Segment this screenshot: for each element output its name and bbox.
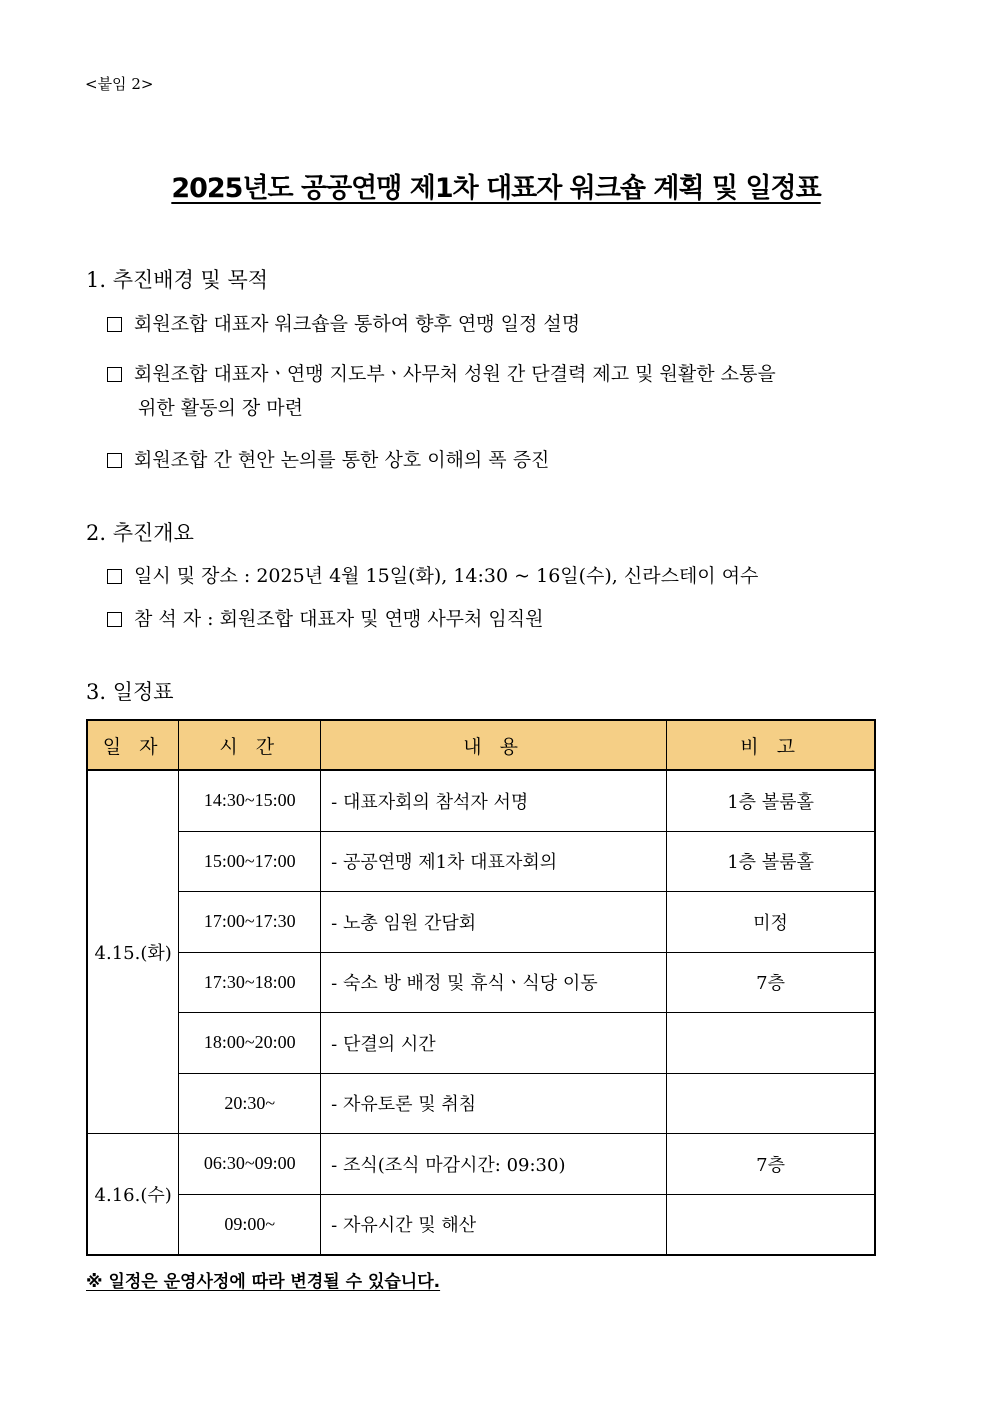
table-row	[87, 1073, 875, 1134]
document-title	[0, 166, 992, 205]
content-cell: - 자유토론 및 취침	[321, 1073, 667, 1134]
checkbox-square-icon	[107, 317, 122, 332]
time-cell: 18:00~20:00	[179, 1013, 321, 1074]
section-1-item-continued	[107, 391, 948, 425]
note-cell	[667, 1073, 875, 1134]
section-2-heading: 2. 추진개요	[86, 521, 194, 545]
section-3-heading: 3. 일정표	[86, 680, 174, 704]
checkbox-square-icon	[107, 367, 122, 382]
note-cell: 1층 볼룸홀	[667, 770, 875, 831]
section-2-item	[107, 559, 917, 593]
note-cell	[667, 1013, 875, 1074]
item-text: 위한 활동의 장 마련	[138, 397, 303, 419]
item-text: 회원조합 대표자 워크숍을 통하여 향후 연맹 일정 설명	[134, 313, 581, 335]
item-text: 회원조합 대표자ㆍ연맹 지도부ㆍ사무처 성원 간 단결력 제고 및 원활한 소통을	[134, 363, 776, 385]
content-cell: - 대표자회의 참석자 서명	[321, 770, 667, 831]
item-text: 일시 및 장소 : 2025년 4월 15일(화), 14:30 ~ 16일(수), 신라스테이 여수	[134, 565, 759, 587]
content-cell: - 공공연맹 제1차 대표자회의	[321, 831, 667, 892]
checkbox-square-icon	[107, 569, 122, 584]
section-1-item	[107, 307, 917, 341]
time-cell: 14:30~15:00	[179, 770, 321, 831]
table-row	[87, 892, 875, 953]
content-cell: - 자유시간 및 해산	[321, 1194, 667, 1255]
item-text: 회원조합 간 현안 논의를 통한 상호 이해의 폭 증진	[134, 449, 550, 471]
document-title-text: 2025년도 공공연맹 제1차 대표자 워크숍 계획 및 일정표	[171, 173, 821, 204]
header-time: 시 간	[179, 720, 321, 770]
item-text: 참 석 자 : 회원조합 대표자 및 연맹 사무처 임직원	[134, 608, 544, 630]
header-note: 비 고	[667, 720, 875, 770]
checkbox-square-icon	[107, 453, 122, 468]
table-row	[87, 1013, 875, 1074]
content-cell: - 숙소 방 배정 및 휴식ㆍ식당 이동	[321, 952, 667, 1013]
attachment-label: <붙임 2>	[85, 75, 154, 93]
header-content: 내 용	[321, 720, 667, 770]
content-cell: - 노총 임원 간담회	[321, 892, 667, 953]
table-row	[87, 1134, 875, 1195]
date-cell: 4.16.(수)	[87, 1134, 179, 1256]
time-cell: 20:30~	[179, 1073, 321, 1134]
note-cell	[667, 1194, 875, 1255]
section-2-item	[107, 602, 917, 636]
note-cell: 1층 볼룸홀	[667, 831, 875, 892]
schedule-table	[86, 719, 876, 1256]
note-cell: 미정	[667, 892, 875, 953]
table-row	[87, 952, 875, 1013]
time-cell: 06:30~09:00	[179, 1134, 321, 1195]
table-header-row	[87, 720, 875, 770]
date-cell: 4.15.(화)	[87, 770, 179, 1134]
time-cell: 17:30~18:00	[179, 952, 321, 1013]
table-row	[87, 770, 875, 831]
header-date: 일 자	[87, 720, 179, 770]
content-cell: - 조식(조식 마감시간: 09:30)	[321, 1134, 667, 1195]
time-cell: 09:00~	[179, 1194, 321, 1255]
content-cell: - 단결의 시간	[321, 1013, 667, 1074]
checkbox-square-icon	[107, 612, 122, 627]
section-1-heading: 1. 추진배경 및 목적	[86, 268, 269, 292]
time-cell: 17:00~17:30	[179, 892, 321, 953]
schedule-footnote: ※ 일정은 운영사정에 따라 변경될 수 있습니다.	[86, 1272, 441, 1292]
note-cell: 7층	[667, 1134, 875, 1195]
time-cell: 15:00~17:00	[179, 831, 321, 892]
section-1-item	[107, 443, 917, 477]
table-row	[87, 831, 875, 892]
section-1-item	[107, 357, 917, 391]
table-row	[87, 1194, 875, 1255]
note-cell: 7층	[667, 952, 875, 1013]
